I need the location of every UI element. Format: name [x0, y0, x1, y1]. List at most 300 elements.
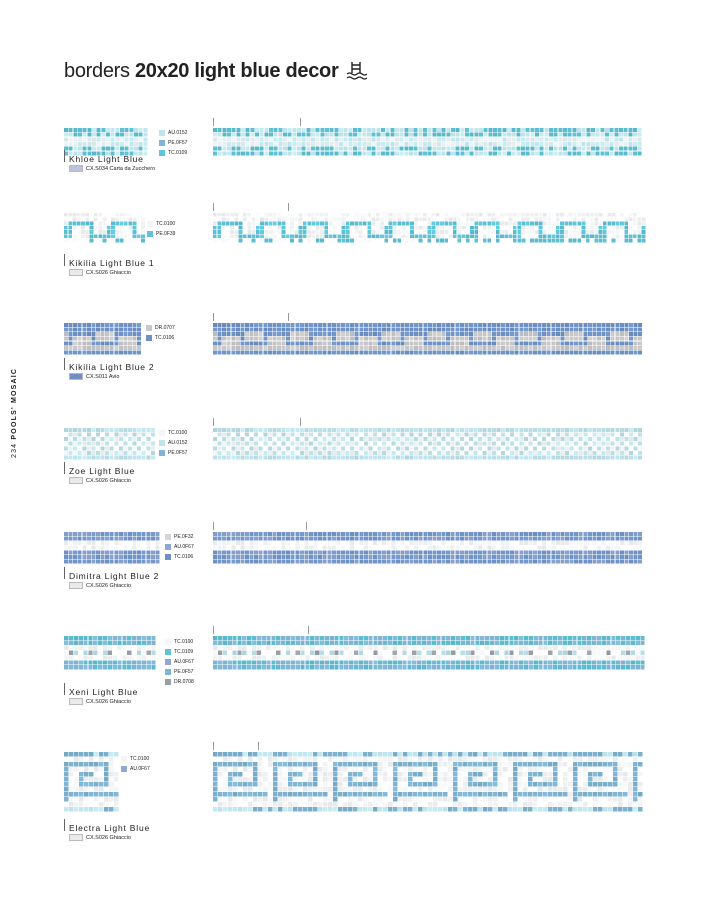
mosaic-tile: [588, 532, 592, 536]
mosaic-tile: [442, 455, 446, 459]
mosaic-tile: [291, 446, 295, 450]
mosaic-tile: [406, 217, 410, 221]
mosaic-tile: [316, 234, 320, 238]
mosaic-tile: [565, 546, 569, 550]
mosaic-tile: [404, 142, 408, 146]
mosaic-tile: [405, 437, 409, 441]
mosaic-tile: [73, 222, 77, 226]
mosaic-tile: [538, 323, 542, 327]
mosaic-tile: [119, 437, 123, 441]
mosaic-tile: [282, 328, 286, 332]
mosaic-tile: [302, 151, 306, 155]
mosaic-tile: [442, 337, 446, 341]
mosaic-tile: [381, 151, 385, 155]
mosaic-tile: [117, 636, 121, 640]
mosaic-tile: [133, 541, 137, 545]
mosaic-tile: [103, 651, 107, 655]
mosaic-tile: [223, 636, 227, 640]
mosaic-tile: [516, 142, 520, 146]
mosaic-tile: [134, 142, 138, 146]
mosaic-tile: [103, 636, 107, 640]
mosaic-tile: [615, 532, 619, 536]
mosaic-tile: [364, 660, 368, 664]
mosaic-tile: [591, 128, 595, 132]
mosaic-tile: [451, 442, 455, 446]
mosaic-tile: [339, 137, 343, 141]
mosaic-tile: [127, 655, 131, 659]
mosaic-tile: [470, 665, 474, 669]
mosaic-tile: [387, 532, 391, 536]
mosaic-tile: [320, 646, 324, 650]
mosaic-tile: [398, 636, 402, 640]
mosaic-tile: [560, 550, 564, 554]
mosaic-tile: [504, 234, 508, 238]
mosaic-tile: [320, 128, 324, 132]
mosaic-tile: [277, 455, 281, 459]
mosaic-tile: [305, 641, 309, 645]
mosaic-tile: [521, 137, 525, 141]
mosaic-tile: [330, 646, 334, 650]
mosaic-tile: [436, 230, 440, 234]
mosaic-tile: [77, 217, 81, 221]
mosaic-tile: [449, 239, 453, 243]
mosaic-tile: [133, 213, 137, 217]
mosaic-tile: [547, 226, 551, 230]
mosaic-tile: [98, 651, 102, 655]
mosaic-tile: [456, 641, 460, 645]
mosaic-tile: [114, 337, 118, 341]
mosaic-tile: [523, 752, 527, 756]
mosaic-tile: [513, 230, 517, 234]
mosaic-tile: [368, 451, 372, 455]
mosaic-tile: [98, 660, 102, 664]
mosaic-tile: [570, 341, 574, 345]
mosaic-tile: [114, 802, 118, 806]
mosaic-tile: [582, 133, 586, 137]
mosaic-tile: [432, 541, 436, 545]
mosaic-tile: [250, 446, 254, 450]
mosaic-tile: [114, 323, 118, 327]
mosaic-tile: [294, 226, 298, 230]
mosaic-tile: [90, 239, 94, 243]
mosaic-tile: [465, 128, 469, 132]
mosaic-tile: [283, 133, 287, 137]
mosaic-tile: [451, 332, 455, 336]
mosaic-tile: [612, 234, 616, 238]
mosaic-tile: [391, 332, 395, 336]
mosaic-tile: [327, 455, 331, 459]
mosaic-tile: [300, 532, 304, 536]
mosaic-tile: [396, 446, 400, 450]
mosaic-tile: [478, 437, 482, 441]
mosaic-tile: [398, 752, 402, 756]
mosaic-tile: [255, 142, 259, 146]
mosaic-tile: [128, 222, 132, 226]
mosaic-tile: [82, 546, 86, 550]
mosaic-tile: [315, 636, 319, 640]
mosaic-tile: [64, 332, 68, 336]
mosaic-tile: [133, 428, 137, 432]
mosaic-tile: [462, 213, 466, 217]
mosaic-tile: [480, 641, 484, 645]
mosaic-tile: [436, 641, 440, 645]
mosaic-tile: [410, 337, 414, 341]
mosaic-tile: [295, 428, 299, 432]
mosaic-tile: [268, 546, 272, 550]
mosaic-tile: [400, 555, 404, 559]
mosaic-tile: [354, 222, 358, 226]
mosaic-tile: [286, 537, 290, 541]
mosaic-tile: [592, 665, 596, 669]
mosaic-tile: [240, 555, 244, 559]
mosaic-tile: [119, 451, 123, 455]
mosaic-tile: [391, 532, 395, 536]
mosaic-tile: [610, 147, 614, 151]
mosaic-tile: [533, 555, 537, 559]
mosaic-tile: [359, 451, 363, 455]
mosaic-tile: [213, 222, 217, 226]
mosaic-tile: [101, 532, 105, 536]
mosaic-tile: [460, 137, 464, 141]
mosaic-tile: [483, 337, 487, 341]
mosaic-tile: [563, 636, 567, 640]
mosaic-tile: [502, 133, 506, 137]
mosaic-tile: [510, 332, 514, 336]
mosaic-tile: [464, 555, 468, 559]
mosaic-tile: [296, 641, 300, 645]
mosaic-tile: [500, 655, 504, 659]
mosaic-tile: [410, 550, 414, 554]
mosaic-tile: [592, 332, 596, 336]
mosaic-tile: [268, 323, 272, 327]
mosaic-tile: [312, 213, 316, 217]
mosaic-tile: [283, 142, 287, 146]
mosaic-tile: [334, 636, 338, 640]
mosaic-tile: [551, 541, 555, 545]
mosaic-tile: [123, 532, 127, 536]
mosaic-tile: [428, 555, 432, 559]
mosaic-tile: [615, 437, 619, 441]
mosaic-tile: [539, 226, 543, 230]
mosaic-tile: [114, 451, 118, 455]
mosaic-tile: [363, 213, 367, 217]
mosaic-tile: [64, 537, 68, 541]
mosaic-tile: [512, 137, 516, 141]
mosaic-tile: [309, 537, 313, 541]
mosaic-tile: [529, 660, 533, 664]
mosaic-tile: [570, 437, 574, 441]
grout-reference: [69, 165, 155, 172]
mosaic-tile: [442, 446, 446, 450]
mosaic-tile: [350, 234, 354, 238]
mosaic-tile: [238, 757, 242, 761]
mosaic-tile: [359, 446, 363, 450]
mosaic-tile: [637, 217, 641, 221]
mosaic-tile: [355, 541, 359, 545]
mosaic-tile: [428, 337, 432, 341]
mosaic-tile: [419, 350, 423, 354]
mosaic-tile: [446, 133, 450, 137]
mosaic-tile: [487, 550, 491, 554]
mosaic-tile: [223, 757, 227, 761]
mosaic-tile: [427, 646, 431, 650]
mosaic-tile: [534, 230, 538, 234]
mosaic-tile: [236, 133, 240, 137]
mosaic-tile: [277, 451, 281, 455]
mosaic-tile: [276, 646, 280, 650]
mosaic-tile: [314, 328, 318, 332]
mosaic-tile: [547, 341, 551, 345]
mosaic-tile: [151, 555, 155, 559]
mosaic-tile: [336, 532, 340, 536]
mosaic-tile: [242, 641, 246, 645]
mosaic-tile: [73, 442, 77, 446]
mosaic-tile: [533, 350, 537, 354]
mosaic-tile: [255, 147, 259, 151]
mosaic-tile: [268, 332, 272, 336]
mosaic-tile: [535, 147, 539, 151]
mosaic-tile: [517, 213, 521, 217]
mosaic-tile: [590, 213, 594, 217]
mosaic-tile: [263, 455, 267, 459]
mosaic-tile: [451, 428, 455, 432]
mosaic-tile: [405, 433, 409, 437]
mosaic-tile: [547, 559, 551, 563]
mosaic-tile: [492, 537, 496, 541]
mosaic-tile: [538, 532, 542, 536]
mosaic-tile: [94, 762, 98, 766]
mosaic-tile: [120, 133, 124, 137]
mosaic-tile: [64, 341, 68, 345]
mosaic-tile: [582, 239, 586, 243]
mosaic-tile: [588, 446, 592, 450]
mosaic-tile: [506, 546, 510, 550]
mosaic-tile: [398, 651, 402, 655]
mosaic-tile: [281, 636, 285, 640]
mosaic-tile: [98, 226, 102, 230]
mosaic-tile: [606, 428, 610, 432]
mosaic-tile: [507, 128, 511, 132]
mosaic-tile: [355, 537, 359, 541]
mosaic-tile: [582, 641, 586, 645]
mosaic-tile: [442, 332, 446, 336]
mosaic-tile: [77, 230, 81, 234]
mosaic-tile: [451, 555, 455, 559]
mosaic-tile: [634, 451, 638, 455]
mosaic-tile: [355, 455, 359, 459]
mosaic-tile: [383, 665, 387, 669]
mosaic-tile: [273, 222, 277, 226]
mosaic-tile: [556, 532, 560, 536]
mosaic-tile: [346, 546, 350, 550]
mosaic-tile: [387, 350, 391, 354]
mosaic-tile: [277, 550, 281, 554]
mosaic-tile: [105, 332, 109, 336]
mosaic-tile: [474, 142, 478, 146]
mosaic-tile: [218, 651, 222, 655]
mosaic-tile: [469, 537, 473, 541]
mosaic-tile: [231, 328, 235, 332]
mosaic-tile: [492, 433, 496, 437]
mosaic-tile: [588, 328, 592, 332]
mosaic-tile: [478, 550, 482, 554]
mosaic-tile: [524, 337, 528, 341]
mosaic-tile: [232, 142, 236, 146]
mosaic-tile: [410, 541, 414, 545]
mosaic-tile: [621, 660, 625, 664]
mosaic-tile: [69, 782, 73, 786]
mosaic-tile: [583, 346, 587, 350]
mosaic-tile: [633, 226, 637, 230]
mosaic-tile: [337, 226, 341, 230]
mosaic-tile: [101, 133, 105, 137]
mosaic-tile: [372, 222, 376, 226]
mosaic-tile: [105, 550, 109, 554]
mosaic-tile: [378, 752, 382, 756]
mosaic-tile: [64, 777, 68, 781]
mosaic-tile: [610, 142, 614, 146]
mosaic-tile: [105, 323, 109, 327]
mosaic-tile: [432, 537, 436, 541]
mosaic-tile: [619, 151, 623, 155]
mosaic-tile: [256, 226, 260, 230]
mosaic-tile: [320, 222, 324, 226]
mosaic-tile: [278, 142, 282, 146]
mosaic-tile: [105, 350, 109, 354]
mosaic-tile: [226, 234, 230, 238]
mosaic-tile: [419, 230, 423, 234]
mosaic-tile: [354, 651, 358, 655]
mosaic-tile: [359, 641, 363, 645]
mosaic-tile: [389, 239, 393, 243]
mosaic-tile: [496, 555, 500, 559]
mosaic-tile: [368, 555, 372, 559]
mosaic-tile: [496, 323, 500, 327]
mosaic-tile: [314, 559, 318, 563]
mosaic-tile: [137, 455, 141, 459]
mosaic-tile: [506, 341, 510, 345]
mosaic-tile: [436, 655, 440, 659]
mosaic-tile: [577, 234, 581, 238]
mosaic-tile: [241, 147, 245, 151]
mosaic-tile: [615, 550, 619, 554]
mosaic-tile: [515, 337, 519, 341]
mosaic-tile: [94, 802, 98, 806]
mosaic-tile: [591, 142, 595, 146]
mosaic-tile: [314, 546, 318, 550]
mosaic-tile: [82, 437, 86, 441]
mosaic-tile: [538, 455, 542, 459]
mosaic-tile: [534, 213, 538, 217]
mosaic-tile: [461, 646, 465, 650]
mosaic-tile: [484, 128, 488, 132]
mosaic-tile: [410, 239, 414, 243]
mosaic-tile: [564, 222, 568, 226]
mosaic-tile: [543, 641, 547, 645]
mosaic-tile: [451, 559, 455, 563]
mosaic-tile: [143, 147, 147, 151]
mosaic-tile: [79, 651, 83, 655]
mosaic-tile: [457, 239, 461, 243]
mosaic-tile: [318, 541, 322, 545]
mosaic-tile: [382, 546, 386, 550]
mosaic-tile: [236, 142, 240, 146]
mosaic-tile: [634, 455, 638, 459]
mosaic-tile: [368, 446, 372, 450]
mosaic-tile: [436, 660, 440, 664]
mosaic-tile: [498, 151, 502, 155]
mosaic-tile: [64, 230, 68, 234]
mosaic-tile: [547, 323, 551, 327]
mosaic-tile: [469, 337, 473, 341]
mosaic-tile: [574, 428, 578, 432]
mosaic-tile: [592, 323, 596, 327]
mosaic-tile: [460, 451, 464, 455]
mosaic-tile: [565, 337, 569, 341]
mosaic-tile: [359, 217, 363, 221]
mosaic-tile: [510, 550, 514, 554]
mosaic-tile: [107, 230, 111, 234]
mosaic-tile: [509, 660, 513, 664]
mosaic-tile: [378, 341, 382, 345]
mosaic-tile: [334, 147, 338, 151]
mosaic-tile: [500, 641, 504, 645]
mosaic-tile: [315, 665, 319, 669]
mosaic-tile: [391, 550, 395, 554]
mosaic-tile: [539, 217, 543, 221]
mosaic-tile: [444, 213, 448, 217]
mosaic-tile: [304, 532, 308, 536]
mosaic-tile: [393, 239, 397, 243]
mosaic-tile: [629, 455, 633, 459]
mosaic-tile: [119, 546, 123, 550]
mosaic-tile: [480, 646, 484, 650]
mosaic-tile: [299, 213, 303, 217]
mosaic-tile: [457, 217, 461, 221]
mosaic-tile: [259, 337, 263, 341]
mosaic-tile: [84, 807, 88, 811]
mosaic-tile: [218, 323, 222, 327]
mosaic-tile: [213, 646, 217, 650]
mosaic-tile: [384, 230, 388, 234]
mosaic-tile: [364, 655, 368, 659]
mosaic-tile: [213, 546, 217, 550]
mosaic-tile: [387, 346, 391, 350]
mosaic-tile: [282, 546, 286, 550]
mosaic-tile: [364, 350, 368, 354]
mosaic-tile: [428, 446, 432, 450]
mosaic-tile: [398, 665, 402, 669]
mosaic-tile: [109, 787, 113, 791]
mosaic-tile: [460, 546, 464, 550]
mosaic-tile: [305, 651, 309, 655]
legend-code: DR.0707: [155, 325, 175, 331]
mosaic-tile: [268, 350, 272, 354]
mosaic-tile: [213, 142, 217, 146]
mosaic-tile: [89, 757, 93, 761]
mosaic-tile: [633, 137, 637, 141]
mosaic-tile: [94, 226, 98, 230]
mosaic-tile: [302, 142, 306, 146]
mosaic-tile: [606, 346, 610, 350]
mosaic-tile: [218, 636, 222, 640]
mosaic-tile: [348, 128, 352, 132]
mosaic-tile: [127, 665, 131, 669]
mosaic-tile: [378, 541, 382, 545]
mosaic-tile: [213, 350, 217, 354]
mosaic-tile: [636, 636, 640, 640]
mosaic-tile: [629, 213, 633, 217]
